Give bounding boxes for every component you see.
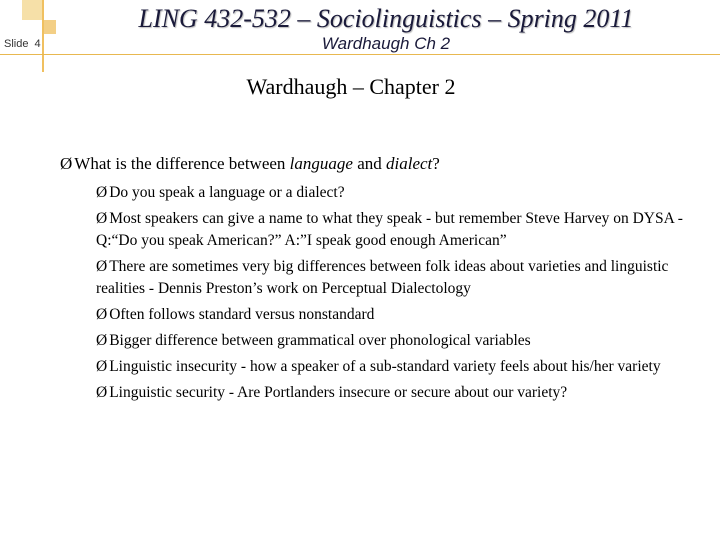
sub-bullet-text: Often follows standard versus nonstandard: [109, 306, 375, 323]
bullet-arrow-icon: Ø: [96, 306, 108, 323]
chapter-subtitle: Wardhaugh Ch 2: [321, 34, 451, 53]
sub-bullet: [96, 256, 700, 300]
bullet-arrow-icon: Ø: [96, 210, 108, 227]
main-bullet-mid: and: [352, 154, 386, 173]
main-bullet-prefix: What is the difference between: [74, 154, 290, 173]
sub-bullet: [96, 208, 700, 252]
sub-bullet-text: Linguistic security - Are Portlanders insecure or secure about our variety?: [109, 384, 568, 401]
main-bullet: [60, 154, 700, 174]
sub-bullet-text: Bigger difference between grammatical over phonological variables: [109, 332, 531, 349]
slide-title: Wardhaugh – Chapter 2: [246, 74, 456, 99]
sub-bullet-text: There are sometimes very big differences between folk ideas about varieties and linguistic realities - Dennis Preston’s work on Perceptual Dialectology: [96, 258, 669, 297]
sub-bullet: [96, 304, 700, 326]
bullet-arrow-icon: Ø: [96, 384, 108, 401]
term-language: language: [289, 154, 353, 173]
main-bullet-suffix: ?: [432, 154, 440, 173]
slide-body: [60, 154, 700, 408]
bullet-arrow-icon: Ø: [96, 258, 108, 275]
term-dialect: dialect: [386, 154, 433, 173]
sub-bullet: [96, 356, 700, 378]
sub-bullet: [96, 330, 700, 352]
course-title: LING 432-532 – Sociolinguistics – Spring 2011: [138, 4, 634, 33]
bullet-arrow-icon: Ø: [96, 184, 108, 201]
bullet-arrow-icon: Ø: [60, 154, 73, 173]
sub-bullet: [96, 182, 700, 204]
slide-label: Slide: [4, 38, 29, 50]
sub-bullet-text: Do you speak a language or a dialect?: [109, 184, 345, 201]
slide-number-value: 4: [34, 38, 41, 50]
sub-bullet-text: Linguistic insecurity - how a speaker of a sub-standard variety feels about his/her variety: [109, 358, 661, 375]
sub-bullet-text: Most speakers can give a name to what they speak - but remember Steve Harvey on DYSA - Q:“Do you speak American?” A:”I speak good enough American”: [96, 210, 683, 249]
bullet-arrow-icon: Ø: [96, 332, 108, 349]
sub-bullet-list: [96, 182, 700, 404]
sub-bullet: [96, 382, 700, 404]
bullet-arrow-icon: Ø: [96, 358, 108, 375]
header-divider: [0, 54, 720, 55]
